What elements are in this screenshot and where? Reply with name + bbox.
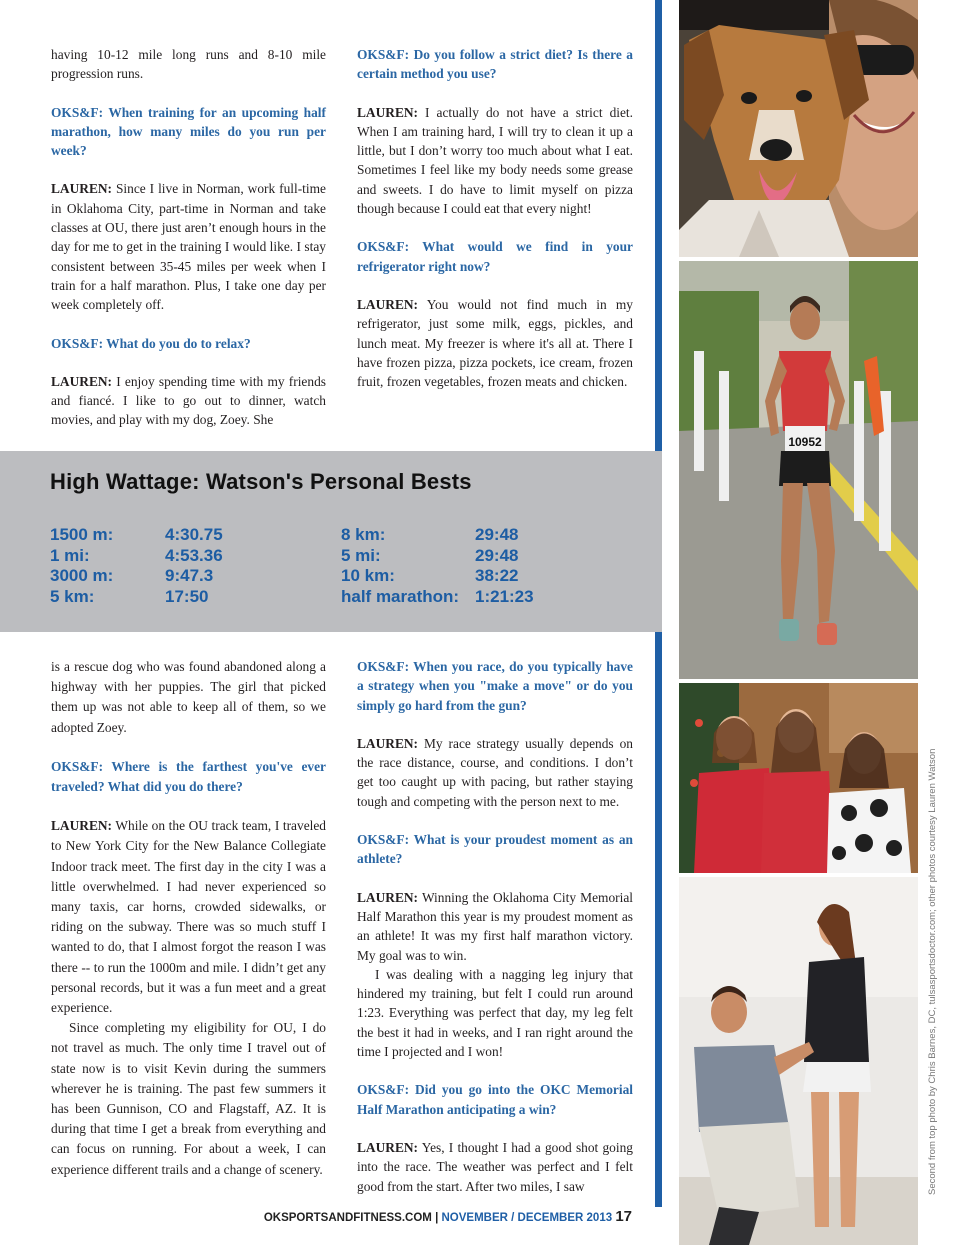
photo-credit: Second from top photo by Chris Barnes, DC, tulsasportsdoctor.com; other photos courtesy Lauren Watson bbox=[927, 748, 938, 1195]
answer-label: LAUREN: bbox=[51, 373, 113, 389]
bests-right-times bbox=[475, 525, 534, 607]
answer-label: LAUREN: bbox=[357, 735, 419, 751]
answer-label: LAUREN: bbox=[357, 296, 419, 312]
answer-text: You would not find much in my refrigerator, just some milk, eggs, pickles, and lunch meat. My freezer is where it's all at. There I have frozen pizza, pizza pockets, ice cream, frozen fruit, frozen vegetables, frozen meats and chicken. bbox=[357, 296, 633, 390]
interview-answer bbox=[51, 816, 326, 1018]
event-time: 1:21:23 bbox=[475, 586, 534, 606]
event-label: 8 km: bbox=[341, 525, 386, 544]
interview-answer bbox=[357, 103, 633, 219]
answer-label: LAUREN: bbox=[357, 1139, 419, 1155]
interview-question: OKS&F: When training for an upcoming half marathon, how many miles do you run per week? bbox=[51, 104, 326, 159]
page-footer bbox=[0, 1208, 632, 1225]
answer-label: LAUREN: bbox=[357, 104, 419, 120]
event-label: 10 km: bbox=[341, 566, 395, 585]
footer-separator: | bbox=[435, 1212, 439, 1224]
column-2-bottom bbox=[357, 657, 633, 1215]
event-time: 4:53.36 bbox=[165, 545, 223, 565]
column-divider-bar-top bbox=[655, 0, 662, 451]
interview-answer bbox=[51, 372, 326, 430]
event-label: 5 mi: bbox=[341, 545, 381, 565]
answer-label: LAUREN: bbox=[51, 818, 113, 834]
answer-text: Since I live in Norman, work full-time in Oklahoma City, part-time in Norman and take classes at OU, there just aren’t enough hours in the day for me to get in the training I would like. I stay consistent between 35-45 miles per week when I train for a half marathon. Plus, I take one day per week completely off. bbox=[51, 181, 326, 313]
runner-illustration bbox=[679, 261, 918, 679]
answer-text: I actually do not have a strict diet. When I am training hard, I will try to clean it up a little, but I don’t worry too much about what I eat. Sometimes I feel like my body needs some grease and sweets. I do have to limit myself on pizza though because I could eat that every night! bbox=[357, 104, 633, 217]
proposal-illustration bbox=[679, 877, 918, 1245]
interview-question: OKS&F: What is your proudest moment as an athlete? bbox=[357, 832, 633, 867]
interview-answer bbox=[357, 734, 633, 811]
bests-right-events bbox=[341, 525, 459, 607]
event-time: 17:50 bbox=[165, 586, 209, 606]
interview-question: OKS&F: Do you follow a strict diet? Is there a certain method you use? bbox=[357, 47, 633, 82]
interview-answer bbox=[357, 888, 633, 965]
answer-text: Yes, I thought I had a good shot going into the race. The weather was perfect and I felt good from the start. After two miles, I saw bbox=[357, 1139, 633, 1194]
page-number: 17 bbox=[615, 1208, 632, 1225]
bests-left-events bbox=[50, 525, 113, 607]
event-time: 38:22 bbox=[475, 566, 519, 585]
event-time: 9:47.3 bbox=[165, 566, 214, 585]
dog-selfie-illustration bbox=[679, 0, 918, 257]
body-paragraph: having 10-12 mile long runs and 8-10 mile progression runs. bbox=[51, 47, 326, 82]
footer-website: OKSPORTSANDFITNESS.COM bbox=[263, 1212, 432, 1224]
interview-question: OKS&F: When you race, do you typically have a strategy when you "make a move" or do you simply go hard from the gun? bbox=[357, 659, 633, 713]
answer-text: While on the OU track team, I traveled to New York City for the New Balance Collegiate Indoor track meet. The first day in the city I was a little overwhelmed. I had never experienced so many taxis, car horns, crowded sidewalks, or riding on the subway. There was so much stuff I wanted to do, that I almost forgot the reason I was there -- to run the 1000m and mile. I didn’t get any personal records, but it was a fun meet and a great experience. bbox=[51, 818, 326, 1016]
interview-answer bbox=[51, 179, 326, 314]
answer-label: LAUREN: bbox=[357, 889, 419, 905]
photo-dog-selfie bbox=[679, 0, 918, 257]
interview-question: OKS&F: What do you do to relax? bbox=[51, 335, 251, 351]
event-label: 5 km: bbox=[50, 586, 95, 606]
event-time: 4:30.75 bbox=[165, 525, 223, 544]
personal-bests-title: High Wattage: Watson's Personal Bests bbox=[50, 469, 472, 494]
event-label: half marathon: bbox=[341, 586, 460, 606]
interview-answer bbox=[357, 1138, 633, 1196]
event-label: 1 mi: bbox=[50, 545, 90, 565]
body-paragraph: is a rescue dog who was found abandoned along a highway with her puppies. The girl that picked them up was not able to keep all of them, so we adopted Zoey. bbox=[51, 659, 326, 735]
body-paragraph: Since completing my eligibility for OU, I do not travel as much. The only time I travel out of state now is to visit Kevin during the summers wherever he is training. The past few summers it has been Gunnison, CO and Flagstaff, AZ. It is during that time I get a break from everything and can focus on running. For about a week, I can experience different trails and a change of scenery. bbox=[51, 1020, 326, 1177]
event-label: 1500 m: bbox=[50, 525, 114, 544]
friends-illustration bbox=[679, 683, 918, 873]
event-time: 29:48 bbox=[475, 545, 519, 565]
interview-question: OKS&F: Did you go into the OKC Memorial Half Marathon anticipating a win? bbox=[357, 1082, 633, 1117]
column-1-top bbox=[51, 45, 326, 449]
interview-question: OKS&F: Where is the farthest you've ever traveled? What did you do there? bbox=[51, 758, 326, 795]
column-1-bottom bbox=[51, 657, 326, 1199]
answer-text: I enjoy spending time with my friends and fiancé. I like to go out to dinner, watch movies, and play with my dog, Zoey. She bbox=[51, 373, 326, 428]
event-label: 3000 m: bbox=[50, 566, 114, 585]
photo-proposal bbox=[679, 877, 918, 1245]
bests-left-times bbox=[165, 525, 223, 607]
interview-question: OKS&F: What would we find in your refrigerator right now? bbox=[357, 239, 633, 274]
answer-text: My race strategy usually depends on the race distance, course, and conditions. I don’t get too caught up with pacing, but rather staying tough and competing with the person next to me. bbox=[357, 735, 633, 809]
photo-three-friends bbox=[679, 683, 918, 873]
column-divider-bar-bottom bbox=[655, 632, 662, 1207]
answer-label: LAUREN: bbox=[51, 181, 113, 197]
footer-issue-date: NOVEMBER / DECEMBER 2013 bbox=[441, 1212, 613, 1224]
answer-text: Winning the Oklahoma City Memorial Half Marathon this year is my proudest moment as an athlete! It was my first half marathon victory. My goal was to win. bbox=[357, 889, 633, 963]
interview-answer bbox=[357, 295, 633, 391]
body-paragraph: I was dealing with a nagging leg injury that hindered my training, but felt I could run around 1:23. Everything was perfect that day, my leg felt the best it had in weeks, and I ran right around the time I projected and I won! bbox=[357, 966, 633, 1060]
race-bib-number: 10952 bbox=[788, 435, 822, 449]
column-2-top bbox=[357, 45, 633, 410]
event-time: 29:48 bbox=[475, 525, 519, 544]
photo-runner-race bbox=[679, 261, 918, 679]
